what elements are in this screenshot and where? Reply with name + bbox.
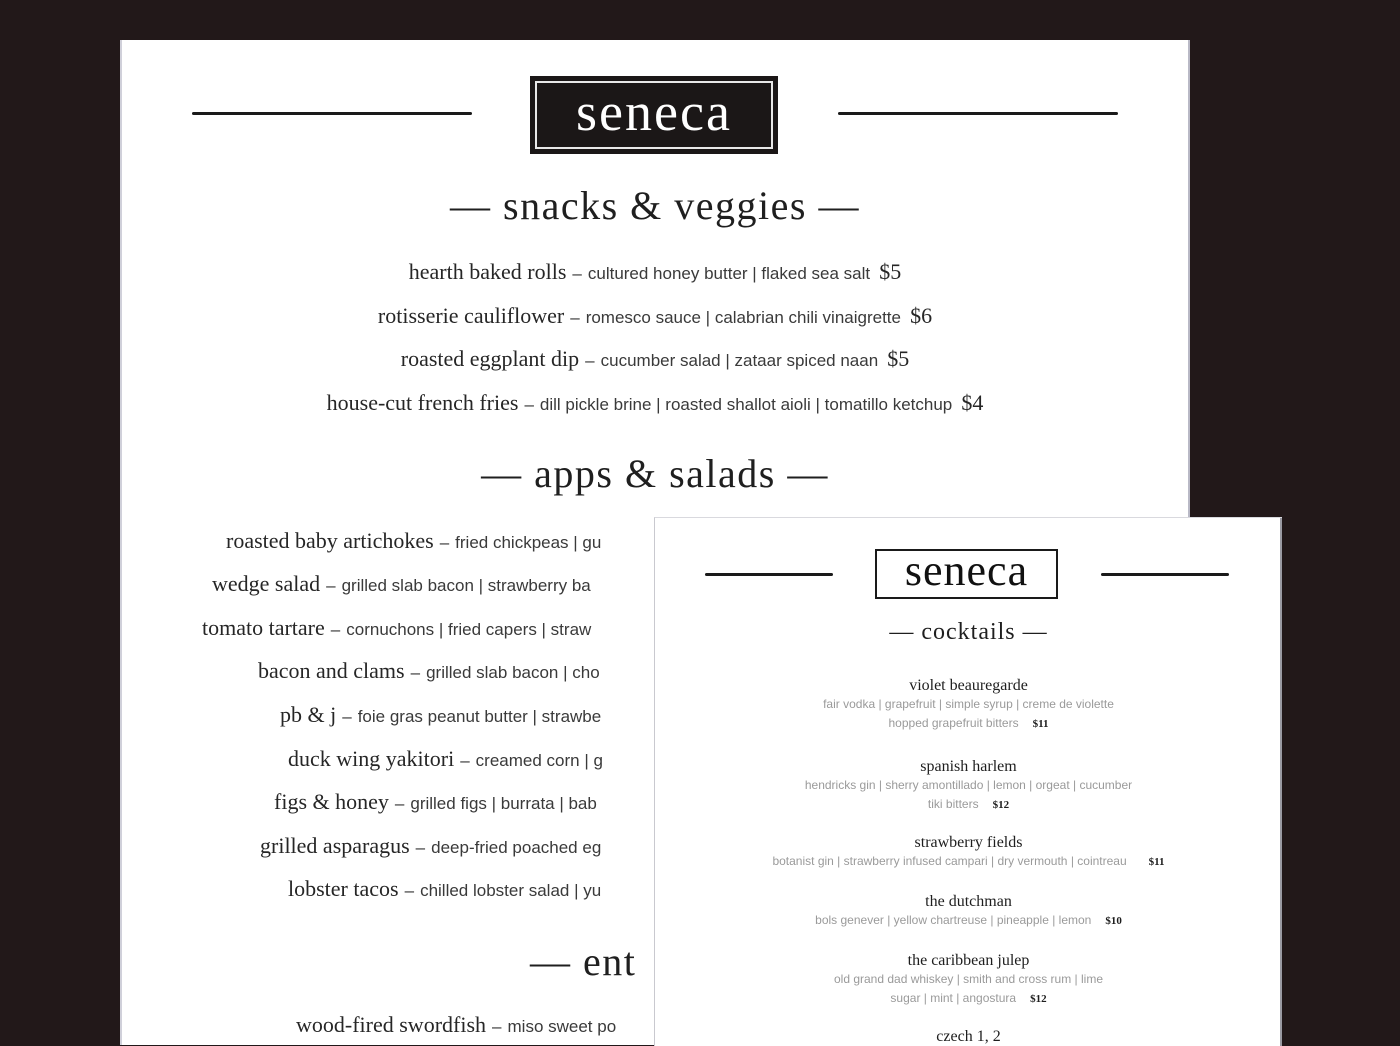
section-heading-cocktails: — cocktails —: [889, 619, 1048, 645]
item-name: hearth baked rolls: [408, 259, 567, 284]
seneca-logo: [530, 76, 778, 154]
item-description: grilled figs | burrata | bab: [410, 794, 597, 813]
menu-item: [296, 1012, 616, 1038]
item-name: rotisserie cauliflower: [377, 303, 565, 328]
item-separator: –: [439, 533, 450, 552]
decorative-rule-right: [838, 112, 1118, 115]
item-separator: –: [492, 1017, 502, 1036]
cocktail-name: czech 1, 2: [936, 1028, 1001, 1045]
decorative-rule-left: [192, 112, 472, 115]
menu-item: [288, 746, 603, 772]
item-separator: –: [524, 395, 534, 414]
item-description: foie gras peanut butter | strawbe: [357, 707, 602, 726]
item-description: dill pickle brine | roasted shallot aioli | tomatillo ketchup: [539, 395, 953, 414]
section-heading-apps-salads: — apps & salads —: [481, 451, 829, 496]
cocktail-ingredients: hendricks gin | sherry amontillado | lemon | orgeat | cucumber: [804, 778, 1133, 792]
section-heading-entrees: — ent: [530, 939, 637, 984]
menu-item: [120, 303, 1190, 329]
menu-item: [288, 876, 601, 902]
menu-item: [120, 346, 1190, 372]
cocktail-item: [655, 758, 1282, 815]
cocktail-name: spanish harlem: [920, 758, 1017, 775]
item-description: grilled slab bacon | strawberry ba: [341, 576, 591, 595]
item-separator: –: [404, 881, 415, 900]
cocktail-item: [655, 952, 1282, 1009]
item-name: wedge salad: [212, 571, 321, 596]
item-separator: –: [342, 707, 352, 726]
item-description: romesco sauce | calabrian chili vinaigrette: [585, 308, 901, 327]
item-name: roasted eggplant dip: [400, 346, 580, 371]
item-name: wood-fired swordfish: [296, 1012, 487, 1037]
cocktail-ingredients: tiki bitters: [927, 797, 979, 811]
item-description: cornuchons | fried capers | straw: [346, 620, 592, 639]
menu-item: [202, 615, 591, 641]
menu-item: [258, 658, 600, 684]
cocktail-ingredients: bols genever | yellow chartreuse | pineapple | lemon: [815, 913, 1092, 927]
cocktail-item: [655, 677, 1282, 734]
cocktail-item: [655, 834, 1282, 872]
cocktail-price: $11: [1032, 718, 1049, 730]
item-name: pb & j: [280, 702, 337, 727]
item-separator: –: [330, 620, 341, 639]
menu-item: [226, 528, 601, 554]
cocktail-price: $10: [1105, 915, 1122, 927]
item-description: miso sweet po: [507, 1017, 617, 1036]
item-separator: –: [460, 751, 470, 770]
item-name: grilled asparagus: [260, 833, 410, 858]
cocktail-name: the caribbean julep: [907, 952, 1030, 969]
item-name: tomato tartare: [202, 615, 325, 640]
cocktail-name: the dutchman: [925, 893, 1012, 910]
menu-item: [274, 789, 597, 815]
item-price: $4: [961, 390, 984, 415]
cocktail-ingredients: sugar | mint | angostura: [890, 991, 1017, 1005]
item-separator: –: [410, 663, 421, 682]
logo-text: seneca: [576, 82, 732, 142]
item-name: house-cut french fries: [326, 390, 519, 415]
decorative-rule-left: [705, 573, 833, 576]
logo-text: seneca: [904, 546, 1029, 595]
menu-item: [120, 259, 1190, 285]
cocktail-menu-page: [654, 517, 1282, 1046]
menu-item: [260, 833, 601, 859]
item-description: grilled slab bacon | cho: [426, 663, 600, 682]
item-description: chilled lobster salad | yu: [420, 881, 602, 900]
item-name: roasted baby artichokes: [226, 528, 434, 553]
item-description: fried chickpeas | gu: [455, 533, 602, 552]
item-price: $6: [910, 303, 933, 328]
menu-item: [212, 571, 591, 597]
cocktail-price: $12: [1030, 993, 1047, 1005]
item-separator: –: [585, 351, 595, 370]
item-separator: –: [572, 264, 582, 283]
item-separator: –: [570, 308, 580, 327]
item-name: figs & honey: [274, 789, 389, 814]
decorative-rule-right: [1101, 573, 1229, 576]
cocktail-ingredients: hopped grapefruit bitters: [888, 716, 1019, 730]
item-price: $5: [879, 259, 902, 284]
cocktail-ingredients: fair vodka | grapefruit | simple syrup | creme de violette: [823, 697, 1114, 711]
item-description: deep-fried poached eg: [431, 838, 602, 857]
cocktail-name: violet beauregarde: [909, 677, 1028, 694]
cocktail-price: $11: [1148, 856, 1165, 868]
cocktail-ingredients: botanist gin | strawberry infused campari | dry vermouth | cointreau: [772, 854, 1127, 868]
cocktail-ingredients: old grand dad whiskey | smith and cross rum | lime: [833, 972, 1103, 986]
item-description: cucumber salad | zataar spiced naan: [600, 351, 879, 370]
cocktail-item: [655, 893, 1282, 931]
section-heading-snacks-veggies: — snacks & veggies —: [450, 183, 860, 228]
cocktail-item: [655, 1028, 1282, 1046]
item-separator: –: [415, 838, 426, 857]
item-name: bacon and clams: [258, 658, 405, 683]
seneca-logo: [875, 546, 1058, 599]
item-separator: –: [326, 576, 336, 595]
item-name: lobster tacos: [288, 876, 399, 901]
menu-item: [280, 702, 601, 728]
item-separator: –: [394, 794, 405, 813]
item-description: cultured honey butter | flaked sea salt: [587, 264, 871, 283]
cocktail-name: strawberry fields: [914, 834, 1023, 851]
cocktail-price: $12: [992, 799, 1010, 811]
item-name: duck wing yakitori: [288, 746, 455, 771]
menu-item: [120, 390, 1190, 416]
item-description: creamed corn | g: [475, 751, 603, 770]
item-price: $5: [887, 346, 910, 371]
